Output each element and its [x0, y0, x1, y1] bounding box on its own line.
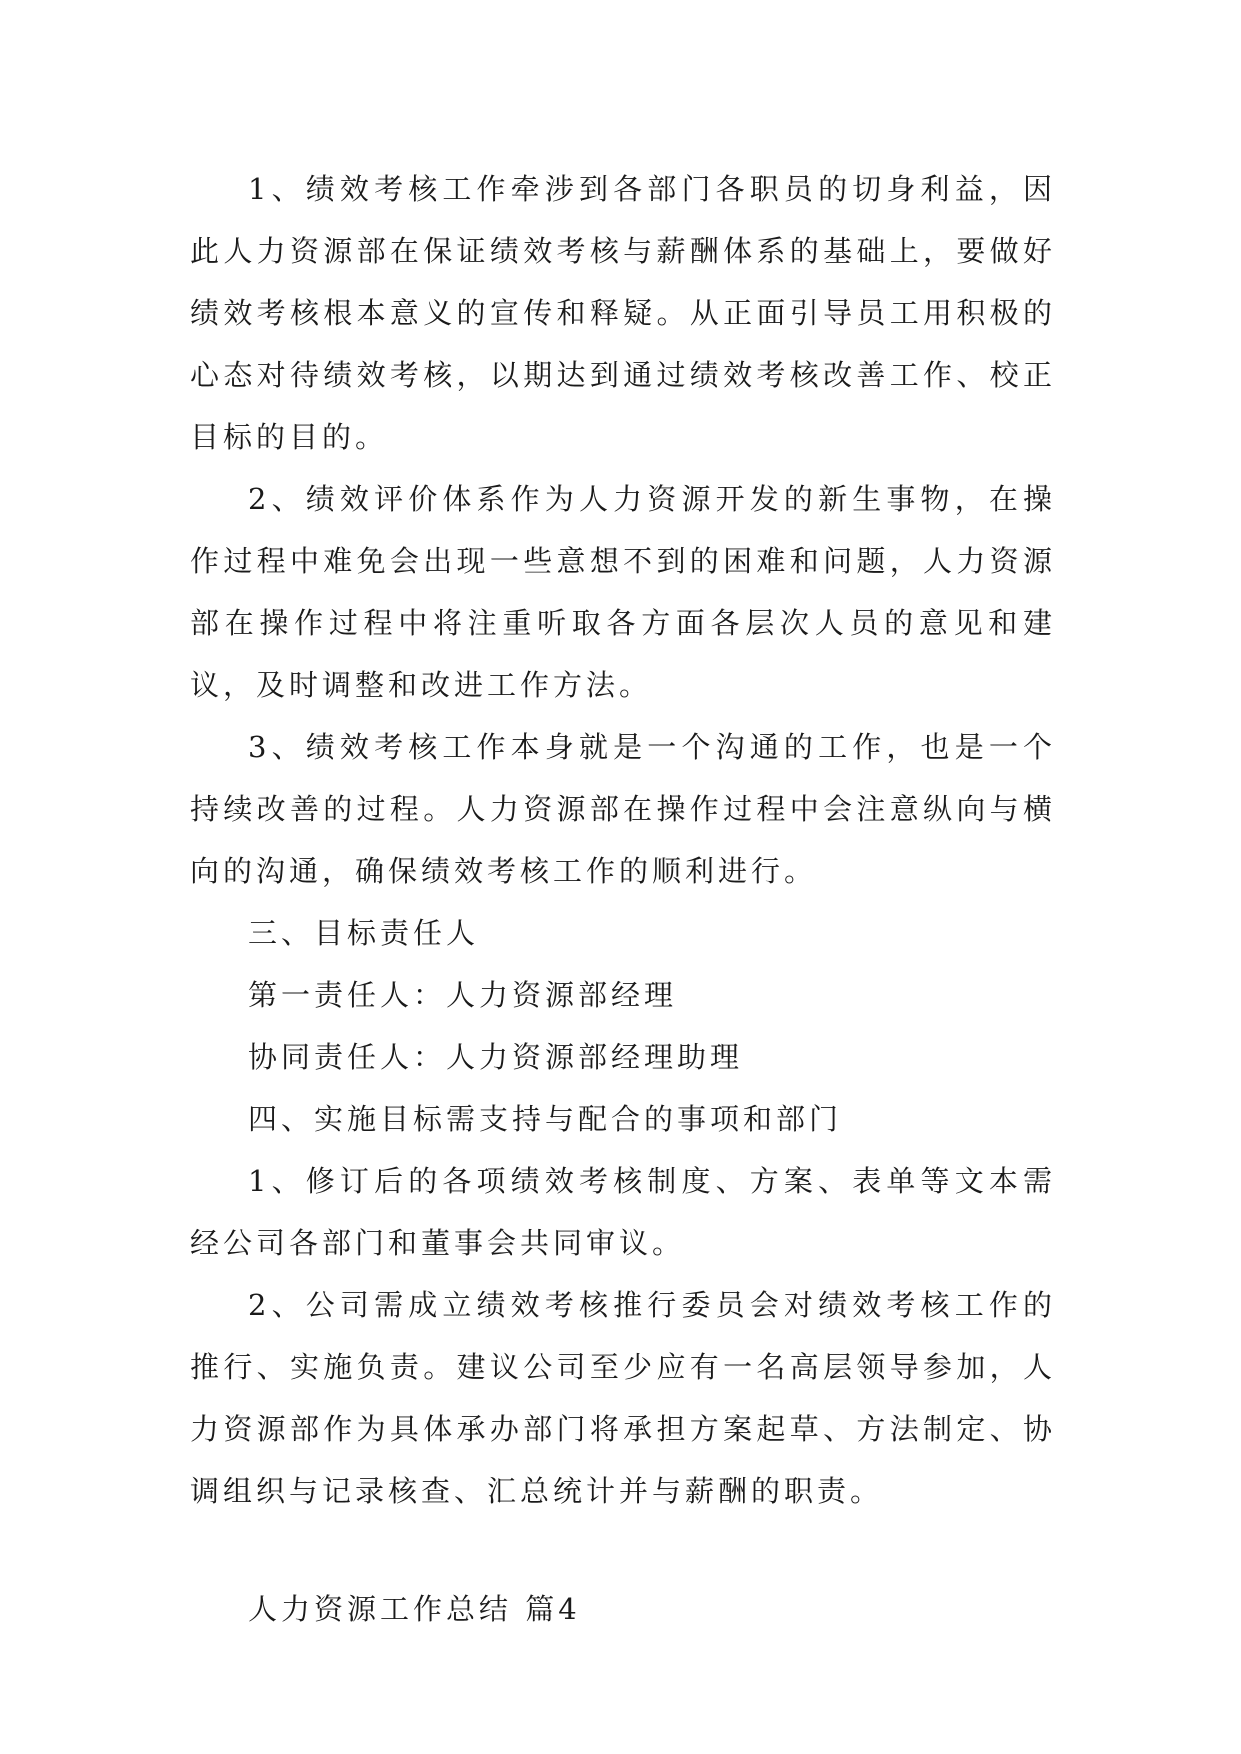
paragraph-2: 2、绩效评价体系作为人力资源开发的新生事物，在操作过程中难免会出现一些意想不到的困难和问题，人力资源部在操作过程中将注重听取各方面各层次人员的意见和建议，及时调整和改进工作方法。 [190, 482, 1056, 702]
co-owner: 协同责任人：人力资源部经理助理 [248, 1040, 744, 1074]
support-item-1: 1、修订后的各项绩效考核制度、方案、表单等文本需经公司各部门和董事会共同审议。 [190, 1164, 1056, 1260]
heading-target-owner: 三、目标责任人 [248, 916, 480, 950]
primary-owner: 第一责任人：人力资源部经理 [248, 978, 678, 1012]
paragraph-1: 1、绩效考核工作牵涉到各部门各职员的切身利益，因此人力资源部在保证绩效考核与薪酬体系的基础上，要做好绩效考核根本意义的宣传和释疑。从正面引导员工用积极的心态对待绩效考核，以期达到通过绩效考核改善工作、校正目标的目的。 [190, 172, 1056, 454]
heading-support-items: 四、实施目标需支持与配合的事项和部门 [248, 1102, 843, 1136]
paragraph-3: 3、绩效考核工作本身就是一个沟通的工作，也是一个持续改善的过程。人力资源部在操作过程中会注意纵向与横向的沟通，确保绩效考核工作的顺利进行。 [190, 730, 1056, 888]
section-title: 人力资源工作总结 篇4 [248, 1592, 581, 1626]
section-spacer [190, 1522, 1056, 1578]
support-item-2: 2、公司需成立绩效考核推行委员会对绩效考核工作的推行、实施负责。建议公司至少应有一名高层领导参加，人力资源部作为具体承办部门将承担方案起草、方法制定、协调组织与记录核查、汇总统计并与薪酬的职责。 [190, 1288, 1056, 1508]
document-body [190, 158, 1056, 1640]
